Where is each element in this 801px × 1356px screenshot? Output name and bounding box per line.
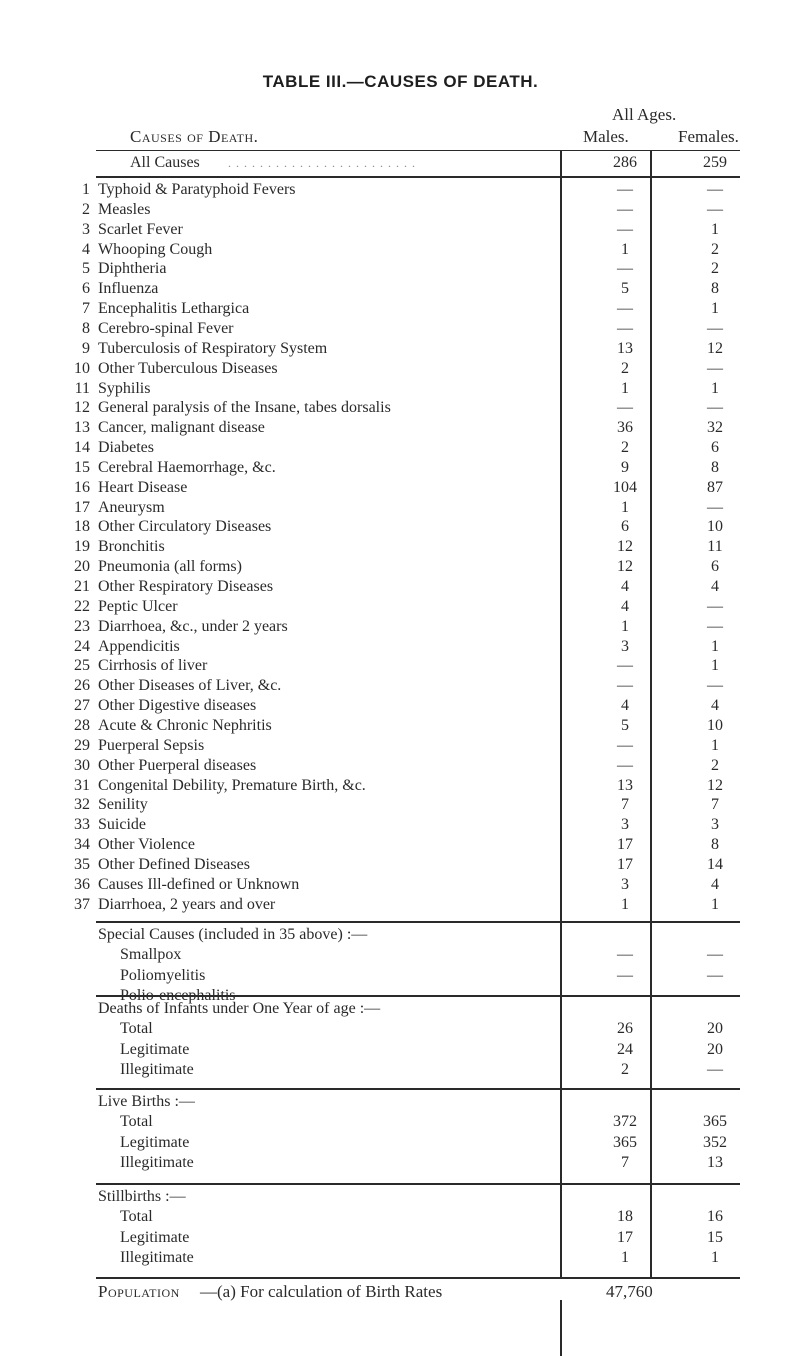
cause-row <box>0 815 801 835</box>
males-value: 3 <box>621 816 629 834</box>
males-value: 2 <box>621 359 629 377</box>
females-value: 14 <box>707 855 723 873</box>
cause-row <box>0 597 801 617</box>
females-value: 8 <box>711 458 719 476</box>
cause-label: Other Tuberculous Diseases <box>98 359 278 377</box>
females-value: 4 <box>711 875 719 893</box>
females-value: 13 <box>707 1154 723 1171</box>
population-label: Population <box>98 1282 180 1301</box>
males-value: 2 <box>621 1061 629 1078</box>
females-value: — <box>707 946 723 963</box>
population-divider <box>560 1300 562 1356</box>
cause-number: 32 <box>74 796 90 814</box>
females-value: 12 <box>707 776 723 794</box>
cause-row <box>0 835 801 855</box>
cause-row <box>0 557 801 577</box>
males-value: 24 <box>617 1040 633 1058</box>
cause-row <box>0 498 801 518</box>
males-value: 3 <box>621 875 629 893</box>
females-value: 8 <box>711 836 719 854</box>
females-value: 1 <box>711 637 719 655</box>
cause-row <box>0 319 801 339</box>
cause-row <box>0 895 801 915</box>
rule-header-top <box>96 150 740 151</box>
cause-number: 8 <box>82 319 90 337</box>
females-value: — <box>707 399 723 417</box>
cause-number: 19 <box>74 538 90 556</box>
males-value: 13 <box>617 339 633 357</box>
cause-label: Diabetes <box>98 439 154 457</box>
sub-label: Illegitimate <box>120 1061 194 1078</box>
cause-number: 4 <box>82 240 90 258</box>
females-value: — <box>707 359 723 377</box>
cause-label: Cirrhosis of liver <box>98 657 208 675</box>
males-value: 13 <box>617 776 633 794</box>
stillbirths-heading: Stillbirths :— <box>98 1188 186 1205</box>
males-value: 17 <box>617 855 633 873</box>
males-value: — <box>617 677 633 695</box>
cause-row <box>0 259 801 279</box>
cause-number: 15 <box>74 458 90 476</box>
cause-row <box>0 537 801 557</box>
males-value: — <box>617 966 633 984</box>
cause-row <box>0 240 801 260</box>
rule-before-stillbirths <box>96 1183 740 1185</box>
sub-row <box>0 1112 801 1132</box>
males-value: — <box>617 736 633 754</box>
cause-number: 12 <box>74 399 90 417</box>
cause-label: Senility <box>98 796 148 814</box>
cause-label: Other Respiratory Diseases <box>98 578 274 595</box>
males-value: 36 <box>617 419 633 437</box>
males-value: — <box>617 399 633 417</box>
cause-row <box>0 339 801 359</box>
cause-label: Other Circulatory Diseases <box>98 518 272 536</box>
cause-row <box>0 299 801 319</box>
all-ages-header: All Ages. <box>612 105 677 124</box>
cause-number: 5 <box>82 260 90 278</box>
males-value: 17 <box>617 836 633 854</box>
females-value: 7 <box>711 796 719 814</box>
females-value: — <box>707 987 723 1004</box>
cause-row <box>0 756 801 776</box>
sub-label: Illegitimate <box>120 1154 194 1171</box>
cause-number: 11 <box>74 379 90 397</box>
sub-row <box>0 1019 801 1039</box>
cause-label: Causes Ill-defined or Unknown <box>98 875 300 893</box>
females-value: — <box>707 181 723 198</box>
cause-label: Influenza <box>98 280 159 298</box>
cause-number: 18 <box>74 518 90 536</box>
stillbirths-heading-row <box>0 1187 801 1207</box>
cause-number: 17 <box>74 498 90 516</box>
rule-before-special <box>96 921 740 923</box>
sub-label: Poliomyelitis <box>120 966 206 984</box>
cause-row <box>0 676 801 696</box>
males-value: 7 <box>621 796 629 814</box>
females-value: 8 <box>711 280 719 298</box>
males-value: 1 <box>621 379 629 397</box>
females-value: — <box>707 498 723 516</box>
sub-row <box>0 1248 801 1268</box>
cause-label: Other Defined Diseases <box>98 855 250 873</box>
males-value: 12 <box>617 538 633 556</box>
females-value: — <box>707 319 723 337</box>
females-value: — <box>707 677 723 695</box>
live-births-heading-row <box>0 1092 801 1112</box>
all-causes-females: 259 <box>703 154 727 171</box>
cause-label: Pneumonia (all forms) <box>98 558 242 576</box>
females-value: 1 <box>711 657 719 675</box>
females-value: 20 <box>707 1040 723 1058</box>
males-value: 365 <box>613 1133 637 1151</box>
cause-label: Other Digestive diseases <box>98 697 257 715</box>
cause-number: 9 <box>82 339 90 357</box>
males-value: — <box>617 319 633 337</box>
males-value: 1 <box>621 498 629 516</box>
females-value: 10 <box>707 716 723 734</box>
cause-number: 22 <box>74 597 90 615</box>
cause-number: 28 <box>74 716 90 734</box>
cause-number: 16 <box>74 478 90 496</box>
cause-row <box>0 776 801 796</box>
males-value: 4 <box>621 578 629 595</box>
females-value: 365 <box>703 1113 727 1130</box>
cause-row <box>0 517 801 537</box>
males-value: — <box>617 946 633 963</box>
cause-number: 24 <box>74 637 90 655</box>
females-value: 1 <box>711 220 719 238</box>
cause-number: 7 <box>82 300 90 318</box>
females-header: Females. <box>678 127 739 146</box>
cause-row <box>0 220 801 240</box>
cause-number: 30 <box>74 756 90 774</box>
males-value: 1 <box>621 617 629 635</box>
cause-number: 3 <box>82 220 90 238</box>
leader-dots: . . . . . . . . . . . . . . . . . . . . . . . . <box>228 156 416 170</box>
cause-number: 34 <box>74 836 90 854</box>
cause-number: 14 <box>74 439 90 457</box>
cause-label: Cancer, malignant disease <box>98 419 265 437</box>
cause-number: 13 <box>74 419 90 437</box>
cause-row <box>0 716 801 736</box>
rule-after-all-causes <box>96 176 740 178</box>
cause-label: Typhoid & Paratyphoid Fevers <box>98 181 296 198</box>
females-value: 3 <box>711 816 719 834</box>
cause-row <box>0 478 801 498</box>
cause-number: 26 <box>74 677 90 695</box>
males-value: 6 <box>621 518 629 536</box>
females-value: — <box>707 200 723 218</box>
females-value: 87 <box>707 478 723 496</box>
population-a-value: 47,760 <box>606 1282 653 1301</box>
all-causes-row <box>0 153 801 173</box>
sub-row <box>0 1153 801 1173</box>
males-value: 5 <box>621 280 629 298</box>
females-value: — <box>707 597 723 615</box>
cause-label: Other Puerperal diseases <box>98 756 257 774</box>
cause-label: Other Diseases of Liver, &c. <box>98 677 282 695</box>
males-value: 7 <box>621 1154 629 1171</box>
males-value: 3 <box>621 637 629 655</box>
males-value: 2 <box>621 439 629 457</box>
cause-number: 1 <box>82 181 90 198</box>
table-title: TABLE III.—CAUSES OF DEATH. <box>262 72 539 91</box>
males-value: 1 <box>621 1249 629 1266</box>
cause-row <box>0 200 801 220</box>
females-value: 4 <box>711 697 719 715</box>
sub-row <box>0 945 801 965</box>
cause-number: 35 <box>74 855 90 873</box>
cause-row <box>0 696 801 716</box>
population-a-label: —(a) For calculation of Birth Rates <box>200 1282 443 1301</box>
females-value: 32 <box>707 419 723 437</box>
cause-row <box>0 279 801 299</box>
males-value: 4 <box>621 697 629 715</box>
males-value: — <box>617 260 633 278</box>
causes-header: Causes of Death. <box>130 127 259 146</box>
females-value: 2 <box>711 756 719 774</box>
males-value: — <box>617 657 633 675</box>
sub-label: Legitimate <box>120 1228 190 1246</box>
cause-label: Encephalitis Lethargica <box>98 300 250 318</box>
males-value: — <box>617 220 633 238</box>
cause-label: Appendicitis <box>98 637 180 655</box>
rule-before-population <box>96 1277 740 1279</box>
cause-number: 6 <box>82 280 90 298</box>
all-causes-males: 286 <box>613 154 637 171</box>
males-value: 104 <box>613 478 637 496</box>
cause-label: Aneurysm <box>98 498 165 516</box>
cause-number: 29 <box>74 736 90 754</box>
females-value: 10 <box>707 518 723 536</box>
males-value: 4 <box>621 597 629 615</box>
cause-label: Measles <box>98 200 151 218</box>
cause-row <box>0 875 801 895</box>
sub-row <box>0 1040 801 1060</box>
females-value: 1 <box>711 895 719 913</box>
males-value: — <box>617 200 633 218</box>
males-value: 5 <box>621 716 629 734</box>
cause-label: Congenital Debility, Premature Birth, &c. <box>98 776 366 794</box>
males-value: 26 <box>617 1020 633 1037</box>
cause-label: Heart Disease <box>98 478 188 496</box>
sub-label: Legitimate <box>120 1133 190 1151</box>
cause-number: 2 <box>82 200 90 218</box>
sub-label: Smallpox <box>120 946 182 963</box>
cause-label: Diphtheria <box>98 260 167 278</box>
males-value: 1 <box>621 895 629 913</box>
sub-label: Total <box>120 1208 153 1225</box>
infants-heading: Deaths of Infants under One Year of age :— <box>98 1000 381 1017</box>
special-heading-row <box>0 925 801 945</box>
cause-number: 10 <box>74 359 90 377</box>
sub-label: Total <box>120 1113 153 1130</box>
cause-row <box>0 438 801 458</box>
females-value: 2 <box>711 260 719 278</box>
females-value: 6 <box>711 439 719 457</box>
cause-label: Cerebral Haemorrhage, &c. <box>98 458 276 476</box>
live-births-heading: Live Births :— <box>98 1093 195 1110</box>
sub-label: Legitimate <box>120 1040 190 1058</box>
cause-row <box>0 180 801 200</box>
males-value: 9 <box>621 458 629 476</box>
females-value: 1 <box>711 300 719 318</box>
cause-number: 36 <box>74 875 90 893</box>
cause-row <box>0 736 801 756</box>
cause-label: Scarlet Fever <box>98 220 183 238</box>
sub-label: Polio-encephalitis <box>120 987 236 1004</box>
females-value: — <box>707 617 723 635</box>
cause-number: 31 <box>74 776 90 794</box>
sub-label: Illegitimate <box>120 1249 194 1266</box>
females-value: 12 <box>707 339 723 357</box>
all-causes-label: All Causes <box>130 154 200 171</box>
cause-row <box>0 398 801 418</box>
sub-row <box>0 966 801 986</box>
females-value: — <box>707 966 723 984</box>
cause-label: Tuberculosis of Respiratory System <box>98 339 328 357</box>
males-value: 1 <box>621 240 629 258</box>
males-value: — <box>617 300 633 318</box>
infants-heading-row <box>0 999 801 1019</box>
females-value: 6 <box>711 558 719 576</box>
cause-row <box>0 656 801 676</box>
cause-label: General paralysis of the Insane, tabes dorsalis <box>98 399 391 417</box>
sub-row <box>0 1207 801 1227</box>
males-value: 12 <box>617 558 633 576</box>
rule-before-live-births <box>96 1088 740 1090</box>
cause-number: 21 <box>74 578 90 595</box>
cause-row <box>0 359 801 379</box>
sub-row <box>0 1133 801 1153</box>
males-value: 17 <box>617 1228 633 1246</box>
cause-number: 37 <box>74 895 90 913</box>
cause-row <box>0 458 801 478</box>
cause-row <box>0 379 801 399</box>
males-header: Males. <box>583 127 629 146</box>
males-value: 372 <box>613 1113 637 1130</box>
cause-label: Bronchitis <box>98 538 165 556</box>
cause-label: Diarrhoea, 2 years and over <box>98 895 276 913</box>
females-value: 15 <box>707 1228 723 1246</box>
females-value: 2 <box>711 240 719 258</box>
cause-label: Cerebro-spinal Fever <box>98 319 234 337</box>
females-value: 352 <box>703 1133 727 1151</box>
cause-number: 33 <box>74 816 90 834</box>
cause-label: Acute & Chronic Nephritis <box>98 716 272 734</box>
females-value: 1 <box>711 379 719 397</box>
special-heading: Special Causes (included in 35 above) :— <box>98 926 368 943</box>
males-value: 18 <box>617 1208 633 1225</box>
females-value: 4 <box>711 578 719 595</box>
females-value: 11 <box>707 538 723 556</box>
cause-label: Peptic Ulcer <box>98 597 178 615</box>
males-value: — <box>617 756 633 774</box>
cause-number: 23 <box>74 617 90 635</box>
females-value: 16 <box>707 1208 723 1225</box>
females-value: 20 <box>707 1020 723 1037</box>
cause-row <box>0 855 801 875</box>
cause-label: Suicide <box>98 816 146 834</box>
cause-row <box>0 617 801 637</box>
cause-number: 25 <box>74 657 90 675</box>
sub-row <box>0 1060 801 1080</box>
cause-label: Diarrhoea, &c., under 2 years <box>98 617 288 635</box>
cause-row <box>0 637 801 657</box>
sub-label: Total <box>120 1020 153 1037</box>
sub-row <box>0 1228 801 1248</box>
males-value: — <box>617 987 633 1004</box>
cause-number: 27 <box>74 697 90 715</box>
cause-label: Whooping Cough <box>98 240 213 258</box>
cause-row <box>0 577 801 597</box>
cause-number: 20 <box>74 558 90 576</box>
cause-label: Puerperal Sepsis <box>98 736 205 754</box>
females-value: 1 <box>711 1249 719 1266</box>
cause-row <box>0 418 801 438</box>
males-value: — <box>617 181 633 198</box>
cause-row <box>0 795 801 815</box>
females-value: — <box>707 1061 723 1078</box>
females-value: 1 <box>711 736 719 754</box>
cause-label: Other Violence <box>98 836 195 854</box>
cause-label: Syphilis <box>98 379 151 397</box>
